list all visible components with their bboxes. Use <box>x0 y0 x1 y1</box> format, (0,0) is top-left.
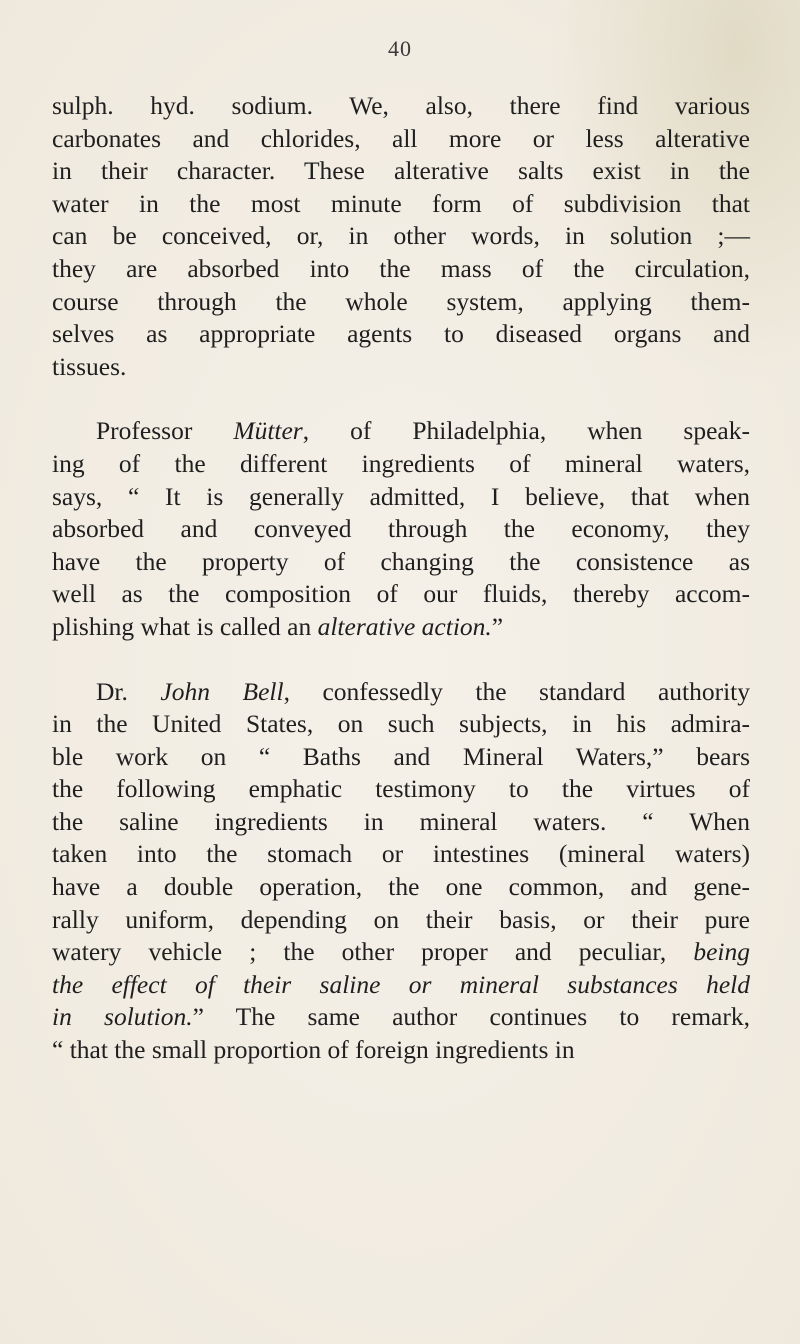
text-line: well as the composition of our fluids, thereby accom- <box>52 579 750 609</box>
text-line: watery vehicle ; the other proper and peculiar, being <box>52 937 750 967</box>
text-line: taken into the stomach or intestines (mineral waters) <box>52 839 750 869</box>
text-line: tissues. <box>52 351 127 381</box>
paragraph-1 <box>52 90 750 383</box>
text-line: carbonates and chlorides, all more or less alterative <box>52 123 750 153</box>
italic-phrase: the effect of their saline or mineral substances held <box>52 969 750 999</box>
paragraph-gap <box>52 644 750 676</box>
text-line: they are absorbed into the mass of the circulation, <box>52 253 750 283</box>
text-line <box>52 969 750 1002</box>
text-line: in their character. These alterative salts exist in the <box>52 156 750 186</box>
text-line: have the property of changing the consistence as <box>52 546 750 576</box>
text-line: selves as appropriate agents to diseased organs and <box>52 319 750 349</box>
text-line: plishing what is called an alterative action.” <box>52 611 504 641</box>
text-line: absorbed and conveyed through the economy, they <box>52 514 750 544</box>
paragraph-3 <box>52 676 750 1067</box>
text-line: rally uniform, depending on their basis, or their pure <box>52 904 750 934</box>
text-line: Professor Mütter, of Philadelphia, when speak- <box>96 416 750 446</box>
italic-phrase: John Bell <box>160 676 284 706</box>
text-line: ble work on “ Baths and Mineral Waters,” bears <box>52 741 750 771</box>
text-line: in solution.” The same author continues to remark, <box>52 1002 750 1032</box>
paragraph-gap <box>52 383 750 415</box>
text-line: sulph. hyd. sodium. We, also, there find various <box>52 91 750 120</box>
text-line: “ that the small proportion of foreign ingredients in <box>52 1035 575 1065</box>
text-line: in the United States, on such subjects, in his admira- <box>52 709 750 739</box>
text-line: the saline ingredients in mineral waters. “ When <box>52 806 750 836</box>
page-number: 40 <box>388 36 412 61</box>
text-line: course through the whole system, applying them- <box>52 286 750 316</box>
text-line: have a double operation, the one common, and gene- <box>52 872 750 902</box>
italic-phrase: being <box>693 937 750 967</box>
italic-phrase: alterative action. <box>317 611 492 641</box>
body-text <box>52 90 750 1067</box>
text-line: can be conceived, or, in other words, in solution ;— <box>52 221 750 251</box>
text-line: water in the most minute form of subdivision that <box>52 188 750 218</box>
text-line: Dr. John Bell, confessedly the standard authority <box>96 676 751 706</box>
text-line: the following emphatic testimony to the virtues of <box>52 774 750 804</box>
italic-phrase: Mütter <box>233 416 303 446</box>
paragraph-2 <box>52 415 750 643</box>
text-line: ing of the different ingredients of mineral waters, <box>52 448 750 478</box>
text-line: says, “ It is generally admitted, I believe, that when <box>52 481 750 511</box>
italic-phrase: in solution. <box>52 1002 193 1032</box>
